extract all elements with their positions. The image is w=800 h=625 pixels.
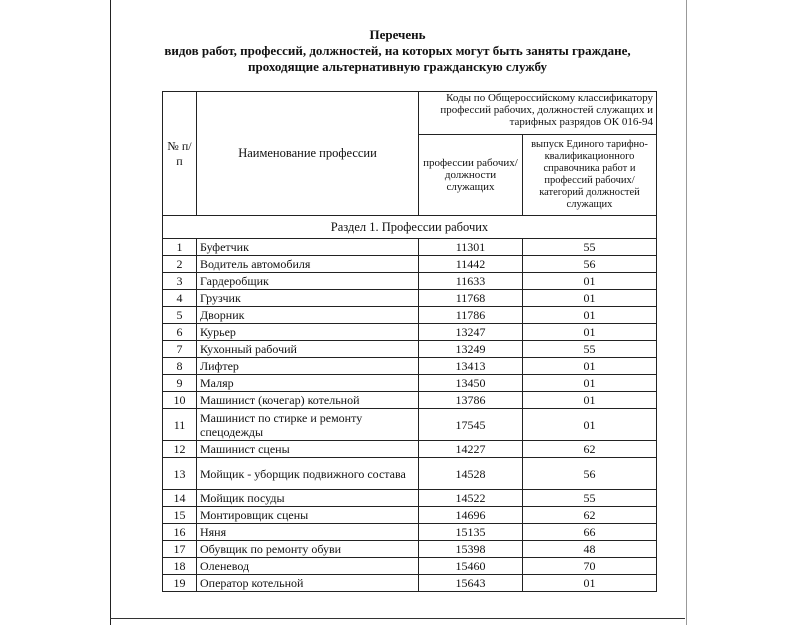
profession-code-cell: 11633 — [419, 273, 523, 290]
row-number-cell: 1 — [163, 239, 197, 256]
table-row — [163, 341, 657, 358]
row-number-cell: 6 — [163, 324, 197, 341]
table-row — [163, 541, 657, 558]
profession-code-cell: 17545 — [419, 409, 523, 441]
profession-code-cell: 15398 — [419, 541, 523, 558]
profession-name-cell: Няня — [197, 524, 419, 541]
tariff-release-cell: 55 — [523, 341, 657, 358]
profession-code-cell: 13249 — [419, 341, 523, 358]
row-number-cell: 11 — [163, 409, 197, 441]
profession-code-cell: 11768 — [419, 290, 523, 307]
row-number-cell: 16 — [163, 524, 197, 541]
profession-code-cell: 14528 — [419, 458, 523, 490]
profession-name-cell: Лифтер — [197, 358, 419, 375]
profession-code-cell: 13450 — [419, 375, 523, 392]
profession-name-cell: Курьер — [197, 324, 419, 341]
profession-name-cell: Мойщик - уборщик подвижного состава — [197, 458, 419, 490]
profession-code-cell: 14696 — [419, 507, 523, 524]
table-body — [163, 216, 657, 592]
row-number-cell: 17 — [163, 541, 197, 558]
profession-code-cell: 13413 — [419, 358, 523, 375]
row-number-cell: 12 — [163, 441, 197, 458]
table-row — [163, 307, 657, 324]
header-classifier-codes: Коды по Общероссийскому классификатору профессий рабочих, должностей служащих и тарифных разрядов ОК 016-94 — [419, 92, 657, 135]
row-number-cell: 7 — [163, 341, 197, 358]
row-number-cell: 14 — [163, 490, 197, 507]
profession-name-cell: Оленевод — [197, 558, 419, 575]
table-row — [163, 239, 657, 256]
profession-name-cell: Мойщик посуды — [197, 490, 419, 507]
row-number-cell: 10 — [163, 392, 197, 409]
tariff-release-cell: 01 — [523, 324, 657, 341]
table-row — [163, 458, 657, 490]
header-profession-code: профессии рабочих/ должности служащих — [419, 135, 523, 216]
table-row — [163, 392, 657, 409]
tariff-release-cell: 62 — [523, 507, 657, 524]
tariff-release-cell: 56 — [523, 256, 657, 273]
profession-code-cell: 13247 — [419, 324, 523, 341]
tariff-release-cell: 62 — [523, 441, 657, 458]
tariff-release-cell: 70 — [523, 558, 657, 575]
tariff-release-cell: 01 — [523, 307, 657, 324]
row-number-cell: 9 — [163, 375, 197, 392]
tariff-release-cell: 01 — [523, 575, 657, 592]
row-number-cell: 5 — [163, 307, 197, 324]
table-row — [163, 558, 657, 575]
profession-code-cell: 13786 — [419, 392, 523, 409]
tariff-release-cell: 01 — [523, 392, 657, 409]
header-tariff-release: выпуск Единого тарифно-квалификационного справочника работ и профессий рабочих/категорий должностей служащих — [523, 135, 657, 216]
table-row — [163, 273, 657, 290]
table-row — [163, 524, 657, 541]
row-number-cell: 2 — [163, 256, 197, 273]
row-number-cell: 4 — [163, 290, 197, 307]
table-row — [163, 290, 657, 307]
table-row — [163, 575, 657, 592]
table-row — [163, 375, 657, 392]
profession-name-cell: Грузчик — [197, 290, 419, 307]
profession-code-cell: 15643 — [419, 575, 523, 592]
profession-name-cell: Оператор котельной — [197, 575, 419, 592]
document-title-block — [110, 27, 685, 75]
row-number-cell: 8 — [163, 358, 197, 375]
header-profession-name: Наименование профессии — [197, 92, 419, 216]
tariff-release-cell: 01 — [523, 409, 657, 441]
profession-code-cell: 15460 — [419, 558, 523, 575]
profession-code-cell: 14227 — [419, 441, 523, 458]
document-title: Перечень — [369, 27, 426, 42]
tariff-release-cell: 56 — [523, 458, 657, 490]
tariff-release-cell: 01 — [523, 290, 657, 307]
table-row — [163, 490, 657, 507]
profession-name-cell: Машинист по стирке и ремонту спецодежды — [197, 409, 419, 441]
row-number-cell: 3 — [163, 273, 197, 290]
row-number-cell: 13 — [163, 458, 197, 490]
page-bottom-edge — [110, 618, 685, 619]
table-row — [163, 409, 657, 441]
profession-name-cell: Водитель автомобиля — [197, 256, 419, 273]
header-number: № п/п — [163, 92, 197, 216]
tariff-release-cell: 01 — [523, 358, 657, 375]
document-subtitle-line-1: видов работ, профессий, должностей, на которых могут быть заняты граждане, — [164, 43, 631, 58]
profession-code-cell: 11301 — [419, 239, 523, 256]
table-row — [163, 256, 657, 273]
tariff-release-cell: 01 — [523, 273, 657, 290]
profession-name-cell: Дворник — [197, 307, 419, 324]
profession-name-cell: Буфетчик — [197, 239, 419, 256]
row-number-cell: 15 — [163, 507, 197, 524]
section-heading: Раздел 1. Профессии рабочих — [163, 216, 657, 239]
tariff-release-cell: 55 — [523, 239, 657, 256]
row-number-cell: 18 — [163, 558, 197, 575]
tariff-release-cell: 55 — [523, 490, 657, 507]
document-subtitle-line-2: проходящие альтернативную гражданскую службу — [247, 59, 548, 74]
profession-name-cell: Гардеробщик — [197, 273, 419, 290]
profession-code-cell: 14522 — [419, 490, 523, 507]
profession-name-cell: Кухонный рабочий — [197, 341, 419, 358]
profession-name-cell: Обувщик по ремонту обуви — [197, 541, 419, 558]
tariff-release-cell: 48 — [523, 541, 657, 558]
table-row — [163, 507, 657, 524]
profession-name-cell: Машинист (кочегар) котельной — [197, 392, 419, 409]
row-number-cell: 19 — [163, 575, 197, 592]
table-row — [163, 441, 657, 458]
profession-name-cell: Монтировщик сцены — [197, 507, 419, 524]
table-row — [163, 324, 657, 341]
profession-code-cell: 11786 — [419, 307, 523, 324]
tariff-release-cell: 01 — [523, 375, 657, 392]
tariff-release-cell: 66 — [523, 524, 657, 541]
profession-name-cell: Маляр — [197, 375, 419, 392]
profession-code-cell: 15135 — [419, 524, 523, 541]
profession-code-cell: 11442 — [419, 256, 523, 273]
professions-table — [162, 91, 657, 592]
profession-name-cell: Машинист сцены — [197, 441, 419, 458]
table-row — [163, 358, 657, 375]
